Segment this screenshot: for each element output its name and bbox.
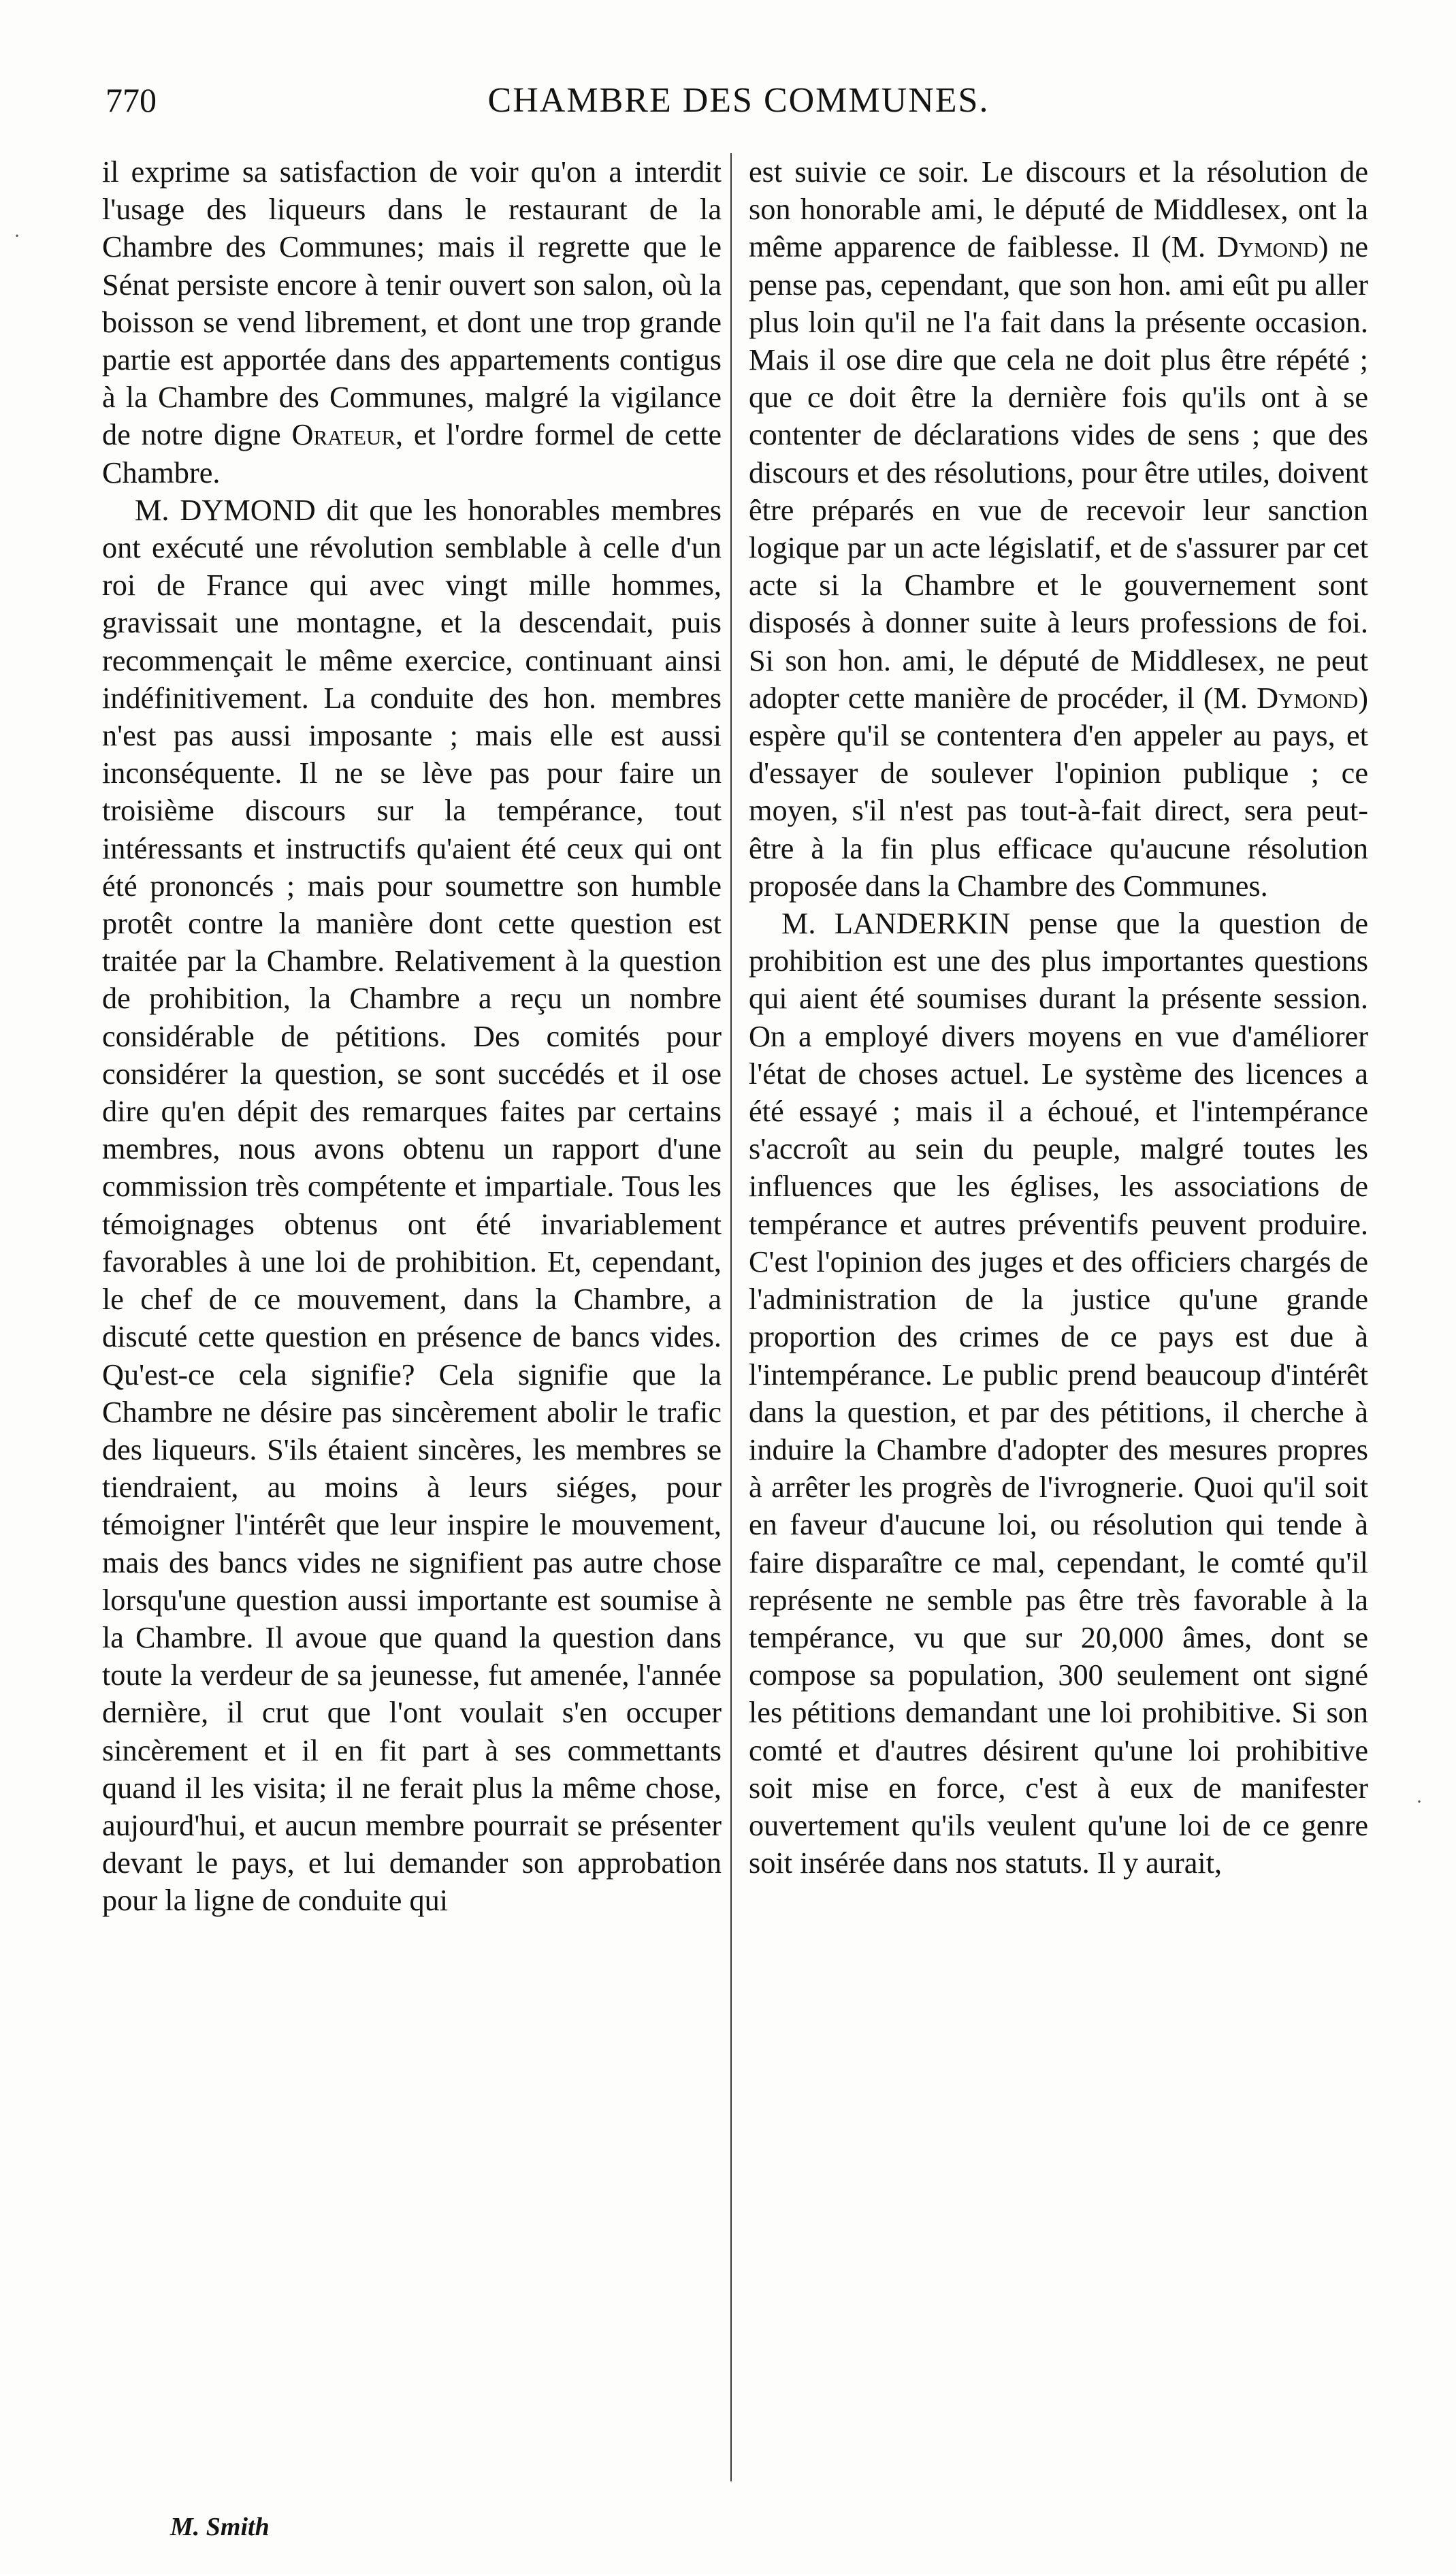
dymond-smallcaps-2: Dymond: [1257, 681, 1359, 715]
right-p1-c: ) espère qu'il se contentera d'en appeler au pays, et d'essayer de soulever l'opinion publique ; ce moyen, s'il n'est pas tout-à-fait direct, sera peut-être à la fin plus efficace qu'aucune résolution proposée dans la Chambre des Communes.: [749, 681, 1368, 903]
footer-signature: M. Smith: [170, 2513, 270, 2541]
running-title: CHAMBRE DES COMMUNES.: [487, 81, 990, 120]
right-paragraph-2: [749, 905, 1368, 1882]
column-divider: [730, 153, 732, 2481]
speaker-dymond: M. DYMOND: [135, 493, 316, 527]
page-number: 770: [106, 81, 157, 119]
speaker-landerkin: M. LANDERKIN: [781, 907, 1011, 941]
left-paragraph-2: [102, 492, 722, 1920]
left-paragraph-1: [102, 153, 722, 492]
right-paragraph-1: [749, 153, 1368, 905]
right-p1-a: est suivie ce soir. Le discours et la résolution de son honorable ami, le député de Middlesex, ont la même apparence de faiblesse. Il (M.: [749, 155, 1368, 264]
right-p1-b: ) ne pense pas, cependant, que son hon. ami eût pu aller plus loin qu'il ne l'a fait dans la présente occasion. Mais il ose dire que cela ne doit plus être répété ; que ce doit être la dernière fois qu'ils ont à se contenter de déclarations vides de sens ; que des discours et des résolutions, pour être utiles, doivent être préparés en vue de recevoir leur sanction logique par un acte législatif, et de s'assurer par cet acte si la Chambre et le gouvernement sont disposés à donner suite à leurs professions de foi. Si son hon. ami, le député de Middlesex, ne peut adopter cette manière de procéder, il (M.: [749, 230, 1368, 715]
right-column: [749, 153, 1368, 1882]
left-p1-end: , et l'ordre formel de cette Chambre.: [102, 418, 722, 489]
page-header: [106, 80, 1372, 142]
dymond-smallcaps-1: Dymond: [1216, 230, 1319, 264]
left-p1-text: il exprime sa satisfaction de voir qu'on a interdit l'usage des liqueurs dans le restaurant de la Chambre des Communes; mais il regrette que le Sénat persiste encore à tenir ouvert son salon, où la boisson se vend librement, et dont une trop grande partie est apportée dans des appartements contigus à la Chambre des Communes, malgré la vigilance de notre digne: [102, 155, 722, 452]
right-p2-text: pense que la question de prohibition est une des plus importantes questions qui aient été soumises durant la présente session. On a employé divers moyens en vue d'améliorer l'état de choses actuel. Le système des licences a été essayé ; mais il a échoué, et l'intempérance s'accroît au sein du peuple, malgré toutes les influences que les églises, les associations de tempérance et autres préventifs peuvent produire. C'est l'opinion des juges et des officiers chargés de l'administration de la justice qu'une grande proportion des crimes de ce pays est due à l'intempérance. Le public prend beaucoup d'intérêt dans la question, et par des pétitions, il cherche à induire la Chambre d'adopter des mesures propres à arrêter les progrès de l'ivrognerie. Quoi qu'il soit en faveur d'aucune loi, ou résolution qui tende à faire disparaître ce mal, cependant, le comté qu'il représente ne semble pas être très favorable à la tempérance, vu que sur 20,000 âmes, dont se compose sa population, 300 seulement ont signé les pétitions demandant une loi prohibitive. Si son comté et d'autres désirent qu'une loi prohibitive soit mise en force, c'est à eux de manifester ouvertement qu'ils veulent qu'une loi de ce genre soit insérée dans nos statuts. Il y aurait,: [749, 907, 1368, 1880]
orateur-smallcaps: Orateur: [291, 418, 396, 452]
left-p2-text: dit que les honorables membres ont exécuté une révolution semblable à celle d'un roi de France qui avec vingt mille hommes, gravissait une montagne, et la descendait, puis recommençait le même exercice, continuant ainsi indéfinitivement. La conduite des hon. membres n'est pas aussi imposante ; mais elle est aussi inconséquente. Il ne se lève pas pour faire un troisième discours sur la tempérance, tout intéressants et instructifs qu'aient été ceux qui ont été prononcés ; mais pour soumettre son humble protêt contre la manière dont cette question est traitée par la Chambre. Relativement à la question de prohibition, la Chambre a reçu un nombre considérable de pétitions. Des comités pour considérer la question, se sont succédés et il ose dire qu'en dépit des remarques faites par certains membres, nous avons obtenu un rapport d'une commission très compétente et impartiale. Tous les témoignages obtenus ont été invariablement favorables à une loi de prohibition. Et, cependant, le chef de ce mouvement, dans la Chambre, a discuté cette question en présence de bancs vides. Qu'est-ce cela signifie? Cela signifie que la Chambre ne désire pas sincèrement abolir le trafic des liqueurs. S'ils étaient sincères, les membres se tiendraient, au moins à leurs siéges, pour témoigner l'intérêt que leur inspire le mouvement, mais des bancs vides ne signifient pas autre chose lorsqu'une question aussi importante est soumise à la Chambre. Il avoue que quand la question dans toute la verdeur de sa jeunesse, fut amenée, l'année dernière, il crut que l'ont voulait s'en occuper sincèrement et il en fit part à ses commettants quand il les visita; il ne ferait plus la même chose, aujourd'hui, et aucun membre pourrait se présenter devant le pays, et lui demander son approbation pour la ligne de conduite qui: [102, 493, 722, 1918]
margin-speck: ·: [14, 225, 20, 247]
left-column: [102, 153, 722, 1920]
margin-speck: ·: [1416, 1790, 1423, 1813]
